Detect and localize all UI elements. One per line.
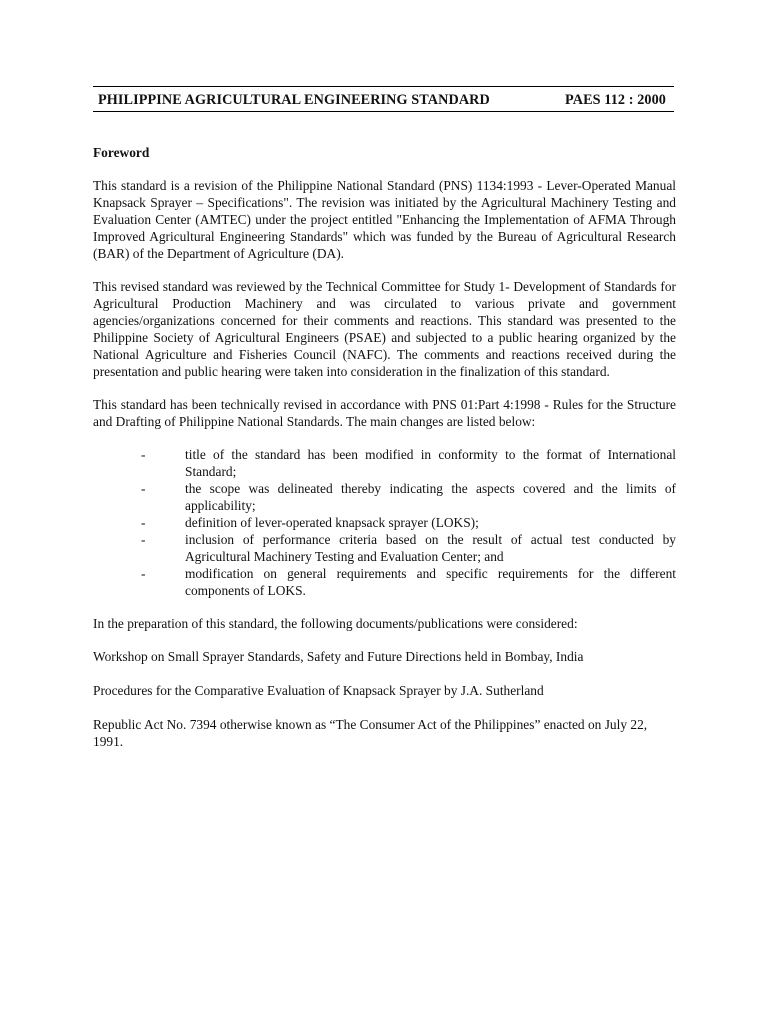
list-item [93, 480, 676, 514]
section-heading: Foreword [93, 145, 150, 160]
list-dash: - [141, 447, 146, 462]
list-dash: - [141, 481, 146, 496]
list-item [93, 531, 676, 565]
document-body [93, 144, 676, 767]
reference-3: Republic Act No. 7394 otherwise known as “The Consumer Act of the Philippines” enacted on July 22, 1991. [93, 717, 648, 749]
paragraph-4: In the preparation of this standard, the following documents/publications were considered: [93, 616, 578, 631]
list-item-text: definition of lever-operated knapsack sprayer (LOKS); [185, 515, 479, 530]
list-item-text: modification on general requirements and specific requirements for the different components of LOKS. [185, 566, 676, 598]
reference-2: Procedures for the Comparative Evaluation of Knapsack Sprayer by J.A. Sutherland [93, 683, 544, 698]
standard-title: PHILIPPINE AGRICULTURAL ENGINEERING STANDARD [98, 92, 490, 108]
paragraph-2: This revised standard was reviewed by the Technical Committee for Study 1- Development of Standards for Agricultural Production Machinery and was circulated to various private and government agencies/organizations concerned for their comments and reactions. This standard was presented to the Philippine Society of Agricultural Engineers (PSAE) and subjected to a public hearing organized by the National Agriculture and Fisheries Council (NAFC). The comments and reactions received during the presentation and public hearing were taken into consideration in the finalization of this standard. [93, 279, 676, 379]
paragraph-3: This standard has been technically revised in accordance with PNS 01:Part 4:1998 - Rules for the Structure and Drafting of Philippine National Standards. The main changes are listed below: [93, 397, 676, 429]
list-dash: - [141, 515, 146, 530]
standard-code: PAES 112 : 2000 [565, 92, 666, 108]
list-item-text: title of the standard has been modified in conformity to the format of International Standard; [185, 447, 676, 479]
list-dash: - [141, 532, 146, 547]
paragraph-1: This standard is a revision of the Philippine National Standard (PNS) 1134:1993 - Lever-Operated Manual Knapsack Sprayer – Specifications". The revision was initiated by the Agricultural Machinery Testing and Evaluation Center (AMTEC) under the project entitled "Enhancing the Implementation of AFMA Through Improved Agricultural Engineering Standards" which was funded by the Bureau of Agricultural Research (BAR) of the Department of Agriculture (DA). [93, 178, 676, 261]
page-header [93, 86, 674, 112]
list-item [93, 446, 676, 480]
changes-list [93, 446, 676, 599]
list-item [93, 514, 676, 531]
list-item [93, 565, 676, 599]
list-item-text: inclusion of performance criteria based on the result of actual test conducted by Agricultural Machinery Testing and Evaluation Center; and [185, 532, 676, 564]
reference-1: Workshop on Small Sprayer Standards, Safety and Future Directions held in Bombay, India [93, 649, 584, 664]
list-dash: - [141, 566, 146, 581]
list-item-text: the scope was delineated thereby indicating the aspects covered and the limits of applicability; [185, 481, 676, 513]
